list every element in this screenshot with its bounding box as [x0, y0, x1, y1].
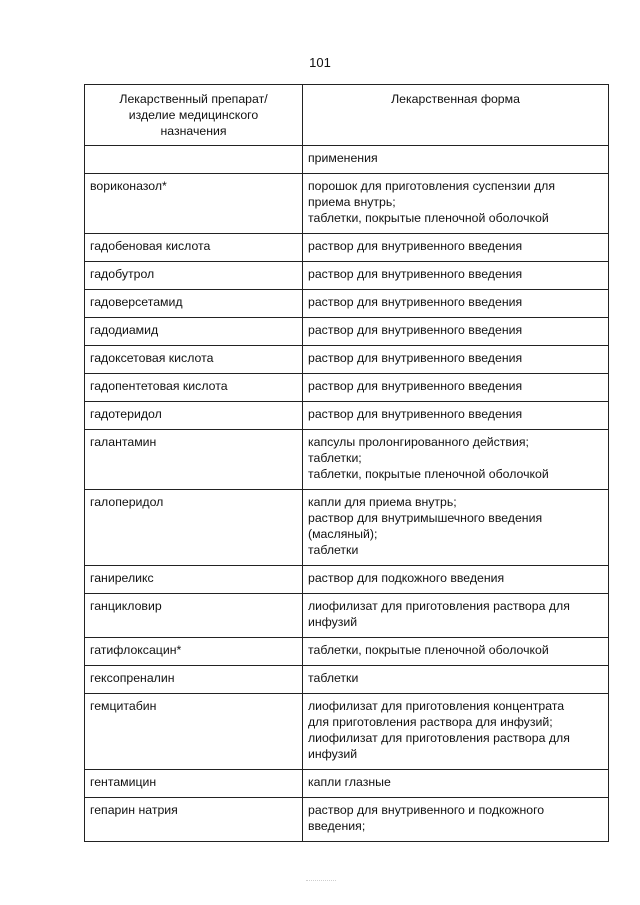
drug-name-cell: гепарин натрия [85, 798, 303, 842]
drug-name-cell [85, 146, 303, 174]
table-row [85, 318, 609, 346]
drug-name-cell: гадопентетовая кислота [85, 374, 303, 402]
table-row [85, 430, 609, 490]
drug-name-cell: галоперидол [85, 490, 303, 566]
footer-mark [306, 880, 336, 882]
dosage-form-line: лиофилизат для приготовления концентрата [308, 699, 565, 713]
drug-name-cell: гадодиамид [85, 318, 303, 346]
drug-name-cell: гадотеридол [85, 402, 303, 430]
dosage-form-line: введения; [308, 819, 366, 833]
dosage-form-line: таблетки, покрытые пленочной оболочкой [308, 467, 549, 481]
header-drug-line: назначения [160, 124, 227, 138]
dosage-form-cell [303, 638, 609, 666]
drug-name-cell: ганцикловир [85, 594, 303, 638]
table-row [85, 594, 609, 638]
dosage-form-line: для приготовления раствора для инфузий; [308, 715, 553, 729]
dosage-form-line: раствор для внутривенного введения [308, 323, 523, 337]
dosage-form-line: раствор для внутривенного введения [308, 351, 523, 365]
dosage-form-line: таблетки [308, 671, 359, 685]
dosage-form-line: раствор для внутривенного введения [308, 407, 523, 421]
table-row [85, 374, 609, 402]
drug-name-cell: гентамицин [85, 770, 303, 798]
drug-name-cell: вориконазол* [85, 174, 303, 234]
table-row [85, 346, 609, 374]
dosage-form-line: таблетки, покрытые пленочной оболочкой [308, 211, 549, 225]
dosage-form-line: лиофилизат для приготовления раствора для [308, 731, 570, 745]
dosage-form-line: раствор для внутримышечного введения [308, 511, 543, 525]
dosage-form-cell [303, 430, 609, 490]
dosage-form-line: приема внутрь; [308, 195, 396, 209]
table-row [85, 566, 609, 594]
dosage-form-line: раствор для внутривенного введения [308, 379, 523, 393]
table-header-row [85, 85, 609, 146]
dosage-form-cell [303, 374, 609, 402]
table-row [85, 402, 609, 430]
dosage-form-cell [303, 770, 609, 798]
table-row [85, 770, 609, 798]
dosage-form-cell [303, 490, 609, 566]
dosage-form-line: лиофилизат для приготовления раствора для [308, 599, 570, 613]
header-drug-line: изделие медицинского [128, 108, 259, 122]
table-row [85, 290, 609, 318]
dosage-form-line: таблетки, покрытые пленочной оболочкой [308, 643, 549, 657]
dosage-form-cell [303, 594, 609, 638]
drug-name-cell: гадобеновая кислота [85, 234, 303, 262]
dosage-form-cell [303, 694, 609, 770]
page-number: 101 [309, 55, 331, 70]
drug-name-cell: гемцитабин [85, 694, 303, 770]
dosage-form-line: раствор для внутривенного введения [308, 295, 523, 309]
drug-name-cell: ганиреликс [85, 566, 303, 594]
drug-name-cell: гатифлоксацин* [85, 638, 303, 666]
dosage-form-cell [303, 402, 609, 430]
dosage-form-line: капли для приема внутрь; [308, 495, 457, 509]
dosage-form-line: инфузий [308, 615, 358, 629]
table-row [85, 694, 609, 770]
drug-name-cell: гадоверсетамид [85, 290, 303, 318]
dosage-form-cell [303, 290, 609, 318]
table-row [85, 490, 609, 566]
table-row [85, 638, 609, 666]
dosage-form-cell [303, 146, 609, 174]
header-form: Лекарственная форма [303, 85, 609, 146]
dosage-form-cell [303, 234, 609, 262]
dosage-form-line: таблетки; [308, 451, 362, 465]
header-drug [85, 85, 303, 146]
dosage-form-cell [303, 798, 609, 842]
dosage-form-cell [303, 262, 609, 290]
table-row [85, 262, 609, 290]
dosage-form-line: раствор для внутривенного и подкожного [308, 803, 545, 817]
dosage-form-cell [303, 174, 609, 234]
dosage-form-line: таблетки [308, 543, 359, 557]
drug-name-cell: галантамин [85, 430, 303, 490]
dosage-form-line: капсулы пролонгированного действия; [308, 435, 529, 449]
dosage-form-line: порошок для приготовления суспензии для [308, 179, 555, 193]
header-drug-line: Лекарственный препарат/ [119, 92, 268, 106]
dosage-form-line: капли глазные [308, 775, 391, 789]
drug-name-cell: гадоксетовая кислота [85, 346, 303, 374]
dosage-form-cell [303, 566, 609, 594]
table-body [85, 146, 609, 842]
dosage-form-cell [303, 666, 609, 694]
table-row [85, 146, 609, 174]
dosage-form-cell [303, 346, 609, 374]
table-row [85, 798, 609, 842]
drug-form-table [84, 84, 609, 842]
table-row [85, 174, 609, 234]
dosage-form-line: инфузий [308, 747, 358, 761]
drug-name-cell: гексопреналин [85, 666, 303, 694]
dosage-form-line: (масляный); [308, 527, 378, 541]
table-row [85, 234, 609, 262]
dosage-form-line: раствор для подкожного введения [308, 571, 505, 585]
dosage-form-line: раствор для внутривенного введения [308, 267, 523, 281]
drug-name-cell: гадобутрол [85, 262, 303, 290]
dosage-form-cell [303, 318, 609, 346]
dosage-form-line: применения [308, 151, 378, 165]
table-row [85, 666, 609, 694]
dosage-form-line: раствор для внутривенного введения [308, 239, 523, 253]
